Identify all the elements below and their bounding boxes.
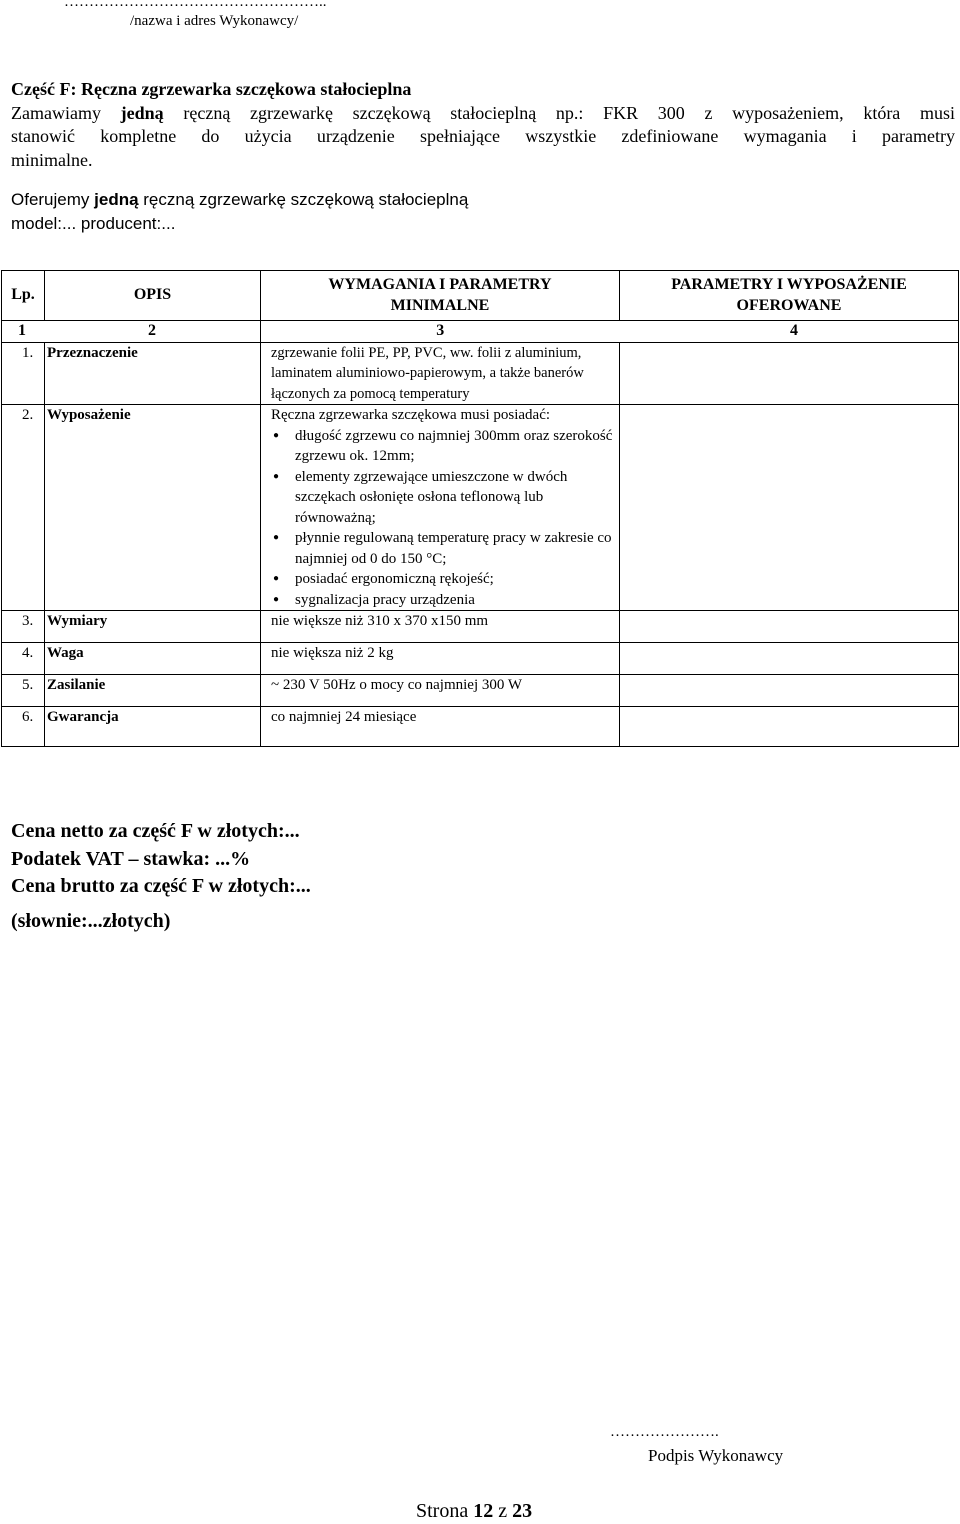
intro-line-2: stanowić kompletne do użycia urządzenie spełniające wszystkie zdefiniowane wymagania i parametry: [11, 126, 955, 146]
offer-text: Oferujemy: [11, 190, 95, 209]
row-opis: Zasilanie: [45, 675, 261, 707]
model-producer-line: model:... producent:...: [11, 213, 176, 233]
header-wymagania: [261, 271, 620, 321]
row-offered: [620, 643, 959, 675]
header-wymagania-line-1: WYMAGANIA I PARAMETRY: [328, 276, 552, 293]
list-item: ● elementy zgrzewające umieszczone w dwóch szczękach osłonięte osłona teflonową lub równoważną;: [295, 467, 617, 529]
row-lp: 1.: [2, 342, 45, 405]
row-opis: Wymiary: [45, 611, 261, 643]
row-offered: [620, 707, 959, 747]
table-row: [2, 675, 959, 707]
row-requirement: co najmniej 24 miesiące: [261, 707, 620, 747]
row-offered: [620, 675, 959, 707]
row-requirement: nie większe niż 310 x 370 x150 mm: [261, 611, 620, 643]
contractor-dots: ……………………………………………..: [64, 0, 327, 10]
price-netto: Cena netto za część F w złotych:...: [11, 820, 300, 842]
signature-dots: ………………….: [610, 1424, 719, 1440]
intro-section: [11, 78, 955, 172]
requirement-intro: Ręczna zgrzewarka szczękowa musi posiadać:: [271, 407, 551, 423]
column-number-1-2: [2, 321, 261, 343]
requirement-list: [271, 426, 617, 611]
header-parametry-line-1: PARAMETRY I WYPOSAŻENIE: [671, 276, 907, 293]
row-opis: Wyposażenie: [45, 405, 261, 611]
intro-text: ręczną zgrzewarkę szczękową stałocieplną np.: FKR 300 z wyposażeniem, która musi: [163, 102, 955, 123]
table-row: [2, 342, 959, 405]
table-row: [2, 707, 959, 747]
column-number: 2: [148, 322, 156, 339]
price-in-words: (słownie:...złotych): [11, 910, 171, 932]
offer-text: ręczną zgrzewarkę szczękową stałocieplną: [138, 190, 469, 209]
row-requirement: zgrzewanie folii PE, PP, PVC, ww. folii z aluminium, laminatem aluminiowo-papierowym, a także banerów łączonych za pomocą temperatury: [261, 342, 620, 405]
intro-line-1: [11, 102, 955, 126]
offer-section: [11, 188, 955, 235]
price-section: [11, 818, 311, 901]
list-item: ● długość zgrzewu co najmniej 300mm oraz szerokość zgrzewu ok. 12mm;: [295, 426, 617, 467]
row-offered: [620, 342, 959, 405]
column-number: 1: [18, 322, 26, 339]
page-current: 12: [473, 1500, 494, 1522]
page-total: 23: [512, 1500, 533, 1522]
contractor-name-caption: /nazwa i adres Wykonawcy/: [130, 13, 299, 29]
list-item: ● posiadać ergonomiczną rękojeść;: [295, 569, 617, 590]
intro-emphasis: jedną: [120, 102, 164, 123]
offer-line: [11, 188, 955, 212]
header-parametry: [620, 271, 959, 321]
page-label: Strona: [416, 1500, 474, 1522]
row-requirement: nie większa niż 2 kg: [261, 643, 620, 675]
table-row: [2, 643, 959, 675]
table-header-row: [2, 271, 959, 321]
page-sep: z: [493, 1500, 513, 1522]
row-lp: 2.: [2, 405, 45, 611]
column-number-row: [2, 321, 959, 343]
intro-line-3: minimalne.: [11, 149, 93, 170]
row-lp: 6.: [2, 707, 45, 747]
part-title: Część F: Ręczna zgrzewarka szczękowa stałocieplna: [11, 79, 412, 99]
row-lp: 3.: [2, 611, 45, 643]
row-offered: [620, 405, 959, 611]
row-lp: 5.: [2, 675, 45, 707]
spec-table: [1, 270, 959, 747]
row-opis: Gwarancja: [45, 707, 261, 747]
row-requirement: ~ 230 V 50Hz o mocy co najmniej 300 W: [261, 675, 620, 707]
signature-caption: Podpis Wykonawcy: [648, 1446, 784, 1465]
table-row: [2, 405, 959, 611]
header-opis: OPIS: [45, 271, 261, 321]
table-row: [2, 611, 959, 643]
header-parametry-line-2: OFEROWANE: [736, 296, 842, 314]
column-number: 4: [620, 321, 959, 343]
row-opis: Waga: [45, 643, 261, 675]
price-vat: Podatek VAT – stawka: ...%: [11, 847, 251, 870]
intro-text: Zamawiamy: [11, 102, 121, 123]
row-opis: Przeznaczenie: [45, 342, 261, 405]
header-lp: Lp.: [2, 271, 45, 321]
price-brutto: Cena brutto za część F w złotych:...: [11, 875, 311, 897]
row-requirement: [261, 405, 620, 611]
header-wymagania-line-2: MINIMALNE: [390, 296, 490, 314]
page-number: [416, 1500, 532, 1523]
list-item: ● płynnie regulowaną temperaturę pracy w zakresie co najmniej od 0 do 150 °C;: [295, 528, 617, 569]
list-item: ● sygnalizacja pracy urządzenia: [295, 590, 617, 611]
row-offered: [620, 611, 959, 643]
offer-emphasis: jedną: [94, 190, 139, 209]
column-number: 3: [261, 321, 620, 343]
row-lp: 4.: [2, 643, 45, 675]
